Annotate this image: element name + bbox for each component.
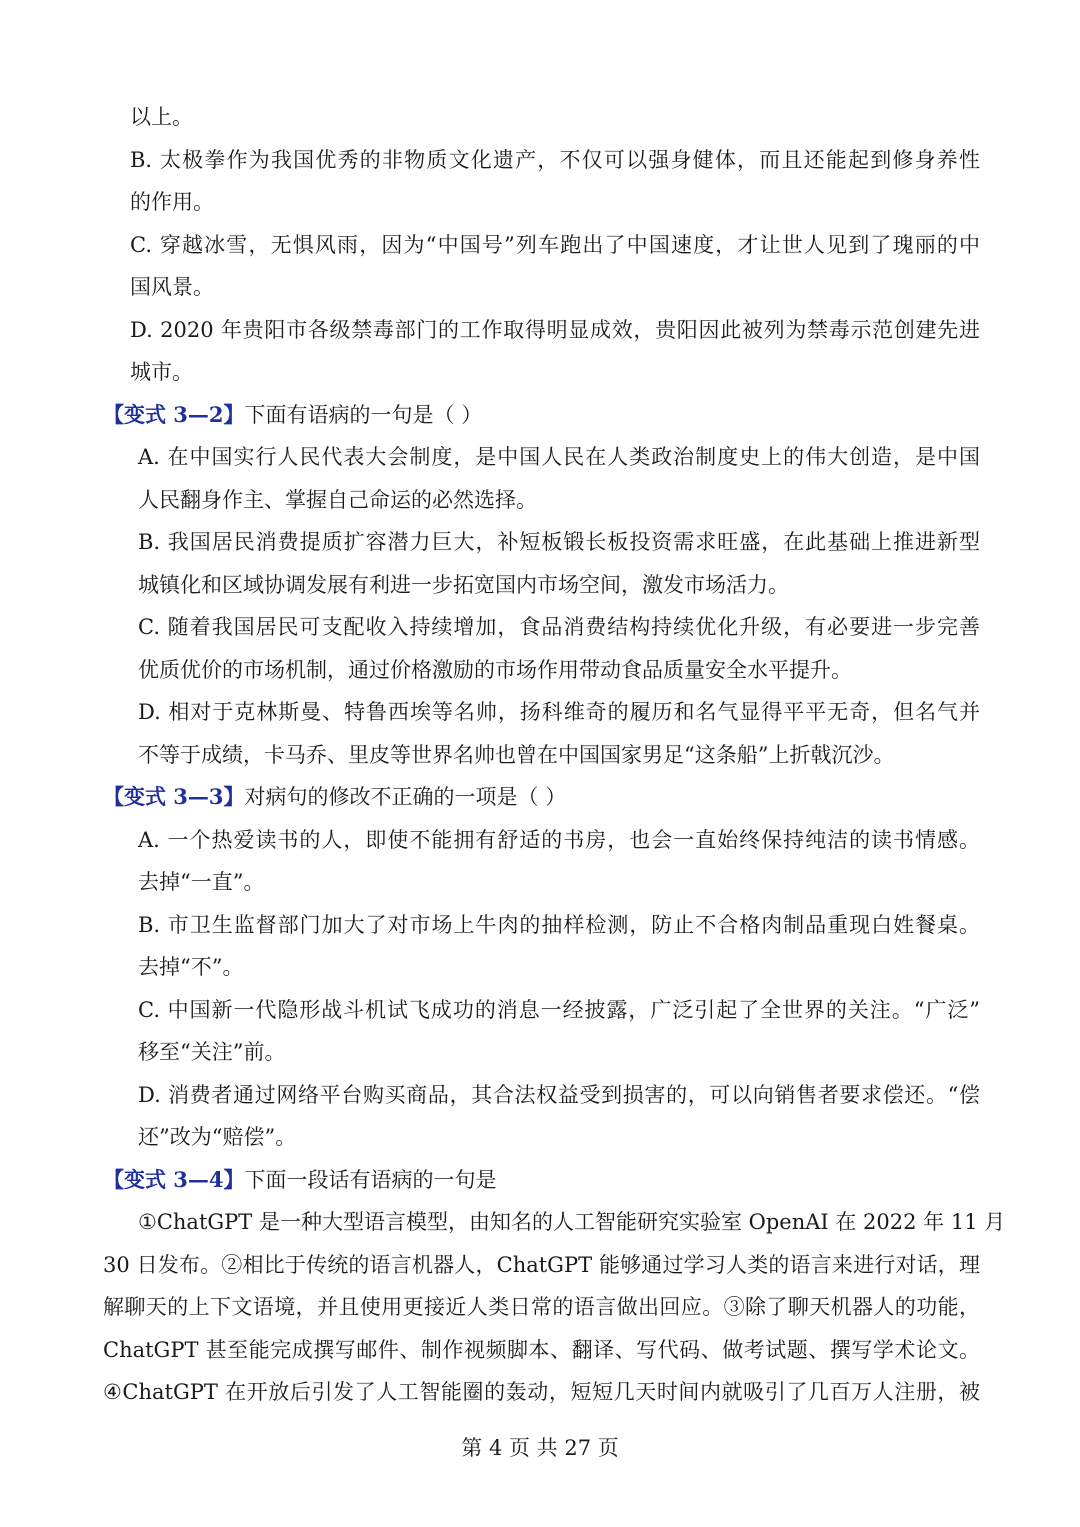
text-line: 去掉“不”。 <box>138 955 244 979</box>
text-line: 以上。 <box>130 105 193 129</box>
text-line: 优质优价的市场机制，通过价格激励的市场作用带动食品质量安全水平提升。 <box>138 658 852 682</box>
text-line: 不等于成绩，卡马乔、里皮等世界名帅也曾在中国国家男足“这条船”上折戟沉沙。 <box>138 743 895 767</box>
question-stem: 对病句的修改不正确的一项是（ ） <box>244 785 567 809</box>
question-label: 【变式 3—3】 <box>103 784 245 809</box>
option-c-line: C. 穿越冰雪，无惧风雨，因为“中国号”列车跑出了中国速度，才让世人见到了瑰丽的中 <box>130 233 980 257</box>
question-label: 【变式 3—4】 <box>103 1167 245 1192</box>
option-c-line: C. 中国新一代隐形战斗机试飞成功的消息一经披露，广泛引起了全世界的关注。“广泛” <box>138 998 980 1022</box>
option-d-line: D. 2020 年贵阳市各级禁毒部门的工作取得明显成效，贵阳因此被列为禁毒示范创建先进 <box>130 318 980 342</box>
question-heading-3-3 <box>103 779 566 815</box>
text-line: 的作用。 <box>130 190 214 214</box>
text-line: 城镇化和区域协调发展有利进一步拓宽国内市场空间，激发市场活力。 <box>138 573 789 597</box>
question-heading-3-4 <box>103 1162 497 1198</box>
text-line: 移至“关注”前。 <box>138 1040 286 1064</box>
question-stem: 下面一段话有语病的一句是 <box>244 1168 497 1192</box>
option-a-line: A. 在中国实行人民代表大会制度，是中国人民在人类政治制度史上的伟大创造，是中国 <box>138 445 980 469</box>
passage-line: ①ChatGPT 是一种大型语言模型，由知名的人工智能研究实验室 OpenAI 在 2022 年 11 月 <box>138 1210 1006 1234</box>
text-line: 去掉“一直”。 <box>138 870 265 894</box>
page-footer <box>0 1430 1080 1466</box>
option-c-line: C. 随着我国居民可支配收入持续增加，食品消费结构持续优化升级，有必要进一步完善 <box>138 615 980 639</box>
page-number: 第 4 页 共 27 页 <box>461 1436 619 1460</box>
passage-line: 30 日发布。②相比于传统的语言机器人，ChatGPT 能够通过学习人类的语言来进行对话，理 <box>103 1253 980 1277</box>
passage-line: ④ChatGPT 在开放后引发了人工智能圈的轰动，短短几天时间内就吸引了几百万人注册，被 <box>103 1380 980 1404</box>
question-label: 【变式 3—2】 <box>103 402 245 427</box>
text-line: 人民翻身作主、掌握自己命运的必然选择。 <box>138 488 537 512</box>
question-stem: 下面有语病的一句是（ ） <box>244 403 483 427</box>
text-line: 国风景。 <box>130 275 214 299</box>
text-line: 还”改为“赔偿”。 <box>138 1125 297 1149</box>
passage-line: ChatGPT 甚至能完成撰写邮件、制作视频脚本、翻译、写代码、做考试题、撰写学术论文。 <box>103 1338 980 1362</box>
option-d-line: D. 消费者通过网络平台购买商品，其合法权益受到损害的，可以向销售者要求偿还。“偿 <box>138 1083 980 1107</box>
question-heading-3-2 <box>103 397 482 433</box>
option-d-line: D. 相对于克林斯曼、特鲁西埃等名帅，扬科维奇的履历和名气显得平平无奇，但名气并 <box>138 700 980 724</box>
text-line: 城市。 <box>130 360 193 384</box>
option-b-line: B. 市卫生监督部门加大了对市场上牛肉的抽样检测，防止不合格肉制品重现白姓餐桌。 <box>138 913 980 937</box>
option-b-line: B. 我国居民消费提质扩容潜力巨大，补短板锻长板投资需求旺盛，在此基础上推进新型 <box>138 530 980 554</box>
passage-line: 解聊天的上下文语境，并且使用更接近人类日常的语言做出回应。③除了聊天机器人的功能， <box>103 1295 980 1319</box>
option-a-line: A. 一个热爱读书的人，即使不能拥有舒适的书房，也会一直始终保持纯洁的读书情感。 <box>138 828 980 852</box>
option-b-line: B. 太极拳作为我国优秀的非物质文化遗产，不仅可以强身健体，而且还能起到修身养性 <box>130 148 980 172</box>
